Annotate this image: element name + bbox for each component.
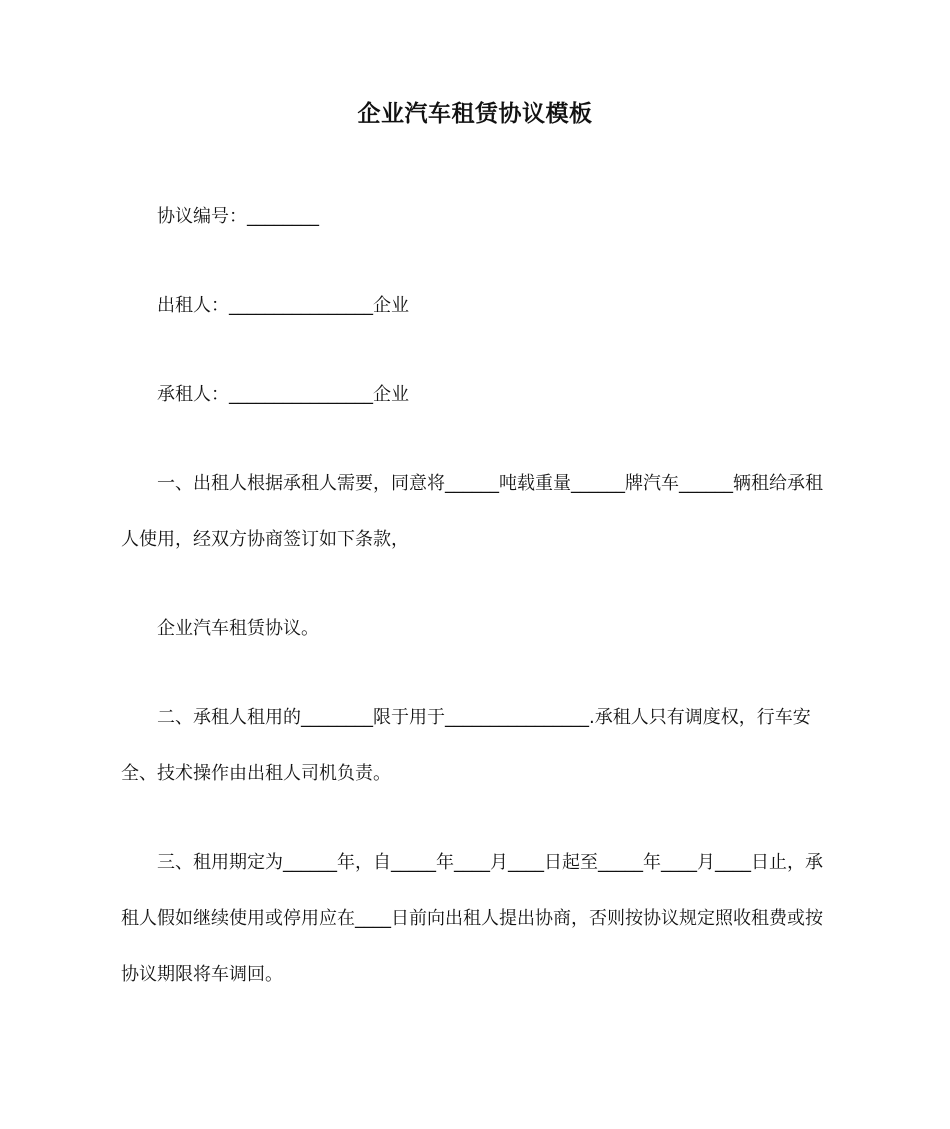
clause-3: 三、租用期定为______年，自_____年____月____日起至_____年____月____日止，承租人假如继续使用或停用应在____日前向出租人提出协商，否则按协议规定照收租费或按协议期限将车调回。 (121, 852, 823, 985)
clause-1-continuation: 企业汽车租赁协议。 (157, 618, 319, 639)
lessee-line: 承租人：________________企业 (157, 384, 409, 405)
agreement-number-line: 协议编号：________ (157, 206, 319, 227)
clause-2: 二、承租人租用的________限于用于________________.承租人只有调度权，行车安全、技术操作由出租人司机负责。 (121, 707, 811, 784)
clause-1: 一、出租人根据承租人需要，同意将______吨载重量______牌汽车______辆租给承租人使用，经双方协商签订如下条款， (121, 473, 823, 550)
lessor-line: 出租人：________________企业 (157, 295, 409, 316)
document-title: 企业汽车租赁协议模板 (357, 101, 593, 127)
